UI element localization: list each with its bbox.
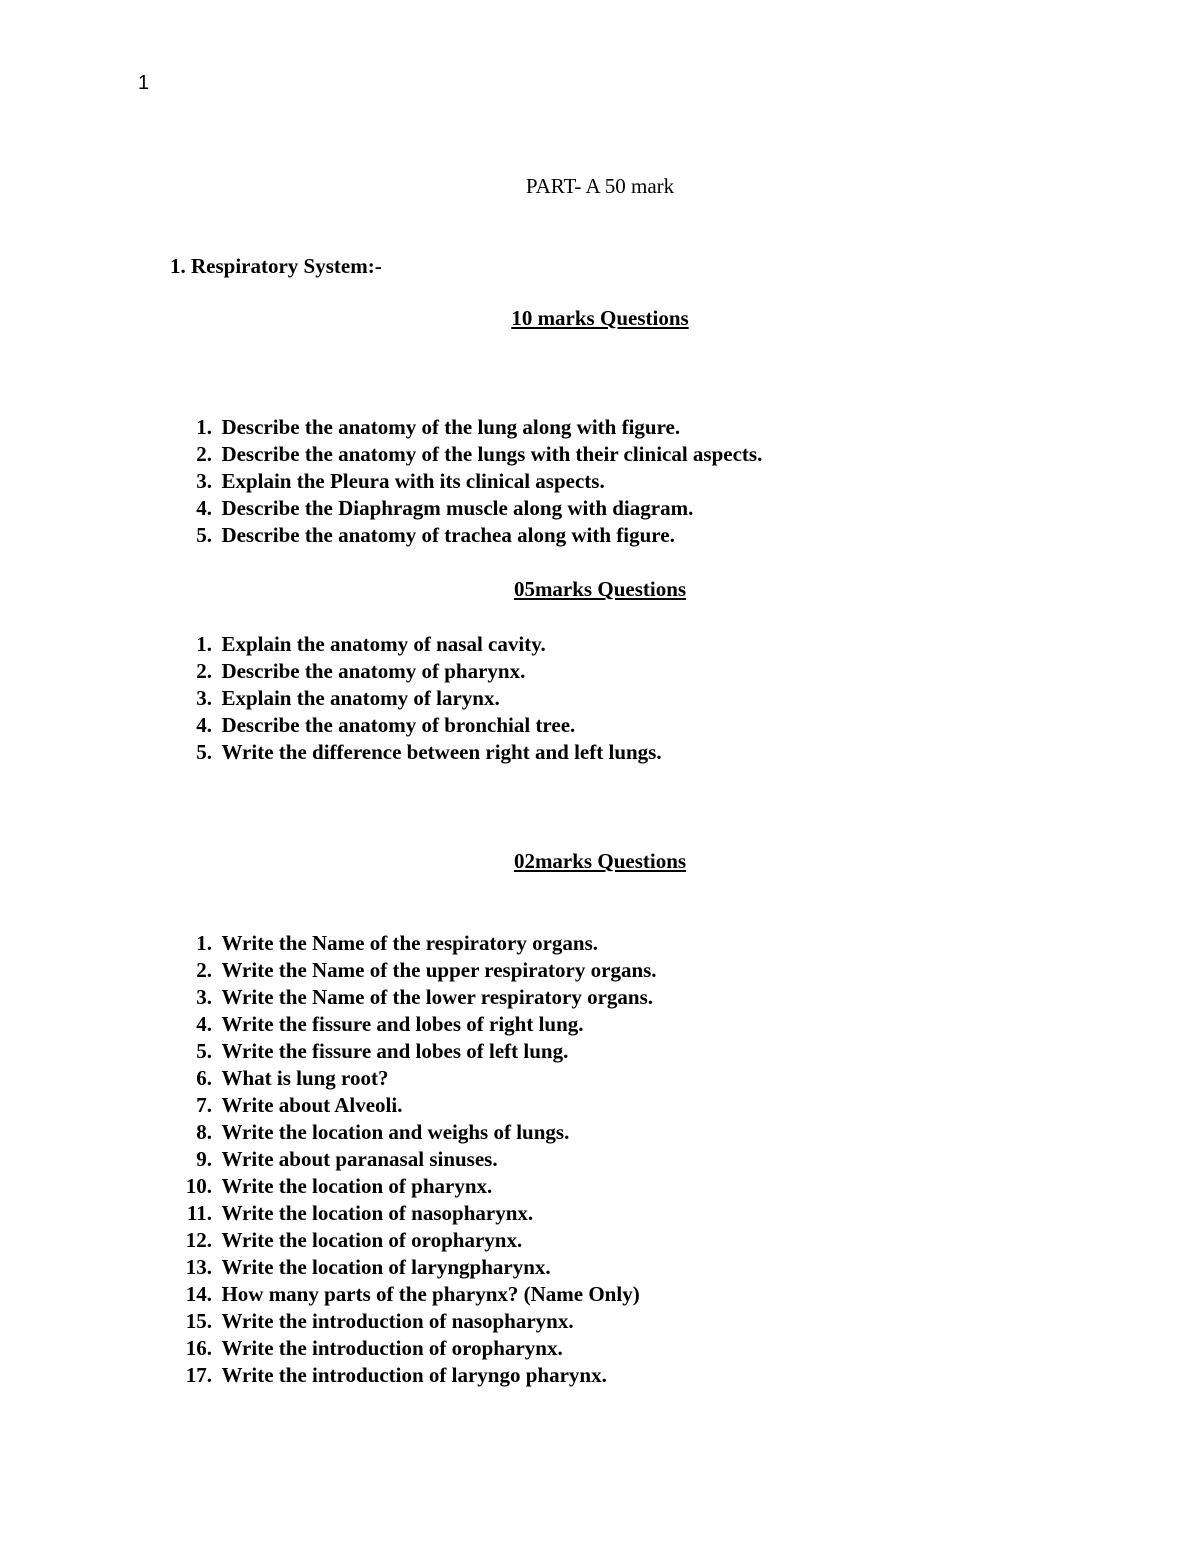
list-item (170, 1254, 657, 1281)
list-item (170, 984, 657, 1011)
question-list-02-marks (170, 930, 657, 1389)
question-text: Write the fissure and lobes of right lung. (221, 1012, 584, 1036)
question-number: 1. (196, 931, 212, 955)
question-text: Explain the Pleura with its clinical aspects. (221, 469, 605, 493)
question-text: Explain the anatomy of nasal cavity. (221, 632, 546, 656)
question-number: 16. (185, 1336, 212, 1360)
question-text: Write the location and weighs of lungs. (221, 1120, 570, 1144)
question-list-10-marks (170, 414, 762, 549)
page-number: 1 (138, 72, 150, 94)
question-number: 1. (196, 632, 212, 656)
question-text: Write the location of nasopharynx. (221, 1201, 534, 1225)
question-text: Describe the anatomy of the lungs with their clinical aspects. (221, 442, 763, 466)
list-item (170, 930, 657, 957)
list-item (170, 1065, 657, 1092)
question-number: 2. (196, 442, 212, 466)
list-item (170, 712, 662, 739)
question-text: Write the location of oropharynx. (221, 1228, 523, 1252)
question-list-05-marks (170, 631, 662, 766)
list-item (170, 1119, 657, 1146)
question-text: Write the introduction of oropharynx. (221, 1336, 563, 1360)
list-item (170, 631, 662, 658)
heading-10-marks: 10 marks Questions (511, 306, 689, 330)
question-text: Describe the anatomy of trachea along with figure. (221, 523, 675, 547)
question-number: 10. (185, 1174, 212, 1198)
question-text: Write the location of pharynx. (221, 1174, 493, 1198)
question-text: Write the fissure and lobes of left lung. (221, 1039, 569, 1063)
question-number: 5. (196, 1039, 212, 1063)
list-item (170, 1146, 657, 1173)
list-item (170, 495, 762, 522)
question-number: 9. (196, 1147, 212, 1171)
question-text: Describe the anatomy of bronchial tree. (221, 713, 576, 737)
question-number: 12. (185, 1228, 212, 1252)
question-number: 15. (185, 1309, 212, 1333)
question-number: 5. (196, 740, 212, 764)
list-item (170, 1308, 657, 1335)
list-item (170, 658, 662, 685)
question-text: Write the difference between right and left lungs. (221, 740, 662, 764)
question-number: 4. (196, 496, 212, 520)
section-title: 1. Respiratory System:- (170, 254, 382, 278)
question-number: 8. (196, 1120, 212, 1144)
list-item (170, 1281, 657, 1308)
list-item (170, 441, 762, 468)
question-number: 11. (186, 1201, 212, 1225)
list-item (170, 1092, 657, 1119)
question-number: 3. (196, 985, 212, 1009)
question-text: Write about Alveoli. (221, 1093, 403, 1117)
list-item (170, 1227, 657, 1254)
list-item (170, 1173, 657, 1200)
question-text: Describe the anatomy of the lung along with figure. (221, 415, 681, 439)
question-text: Write the introduction of nasopharynx. (221, 1309, 574, 1333)
question-number: 3. (196, 469, 212, 493)
question-text: Write the Name of the upper respiratory organs. (221, 958, 657, 982)
question-text: How many parts of the pharynx? (Name Only) (221, 1282, 640, 1306)
list-item (170, 1200, 657, 1227)
list-item (170, 1362, 657, 1389)
question-number: 2. (196, 659, 212, 683)
list-item (170, 1038, 657, 1065)
question-text: What is lung root? (221, 1066, 389, 1090)
question-text: Write the Name of the lower respiratory organs. (221, 985, 654, 1009)
question-number: 4. (196, 713, 212, 737)
question-text: Describe the Diaphragm muscle along with diagram. (221, 496, 694, 520)
question-text: Write the location of laryngpharynx. (221, 1255, 551, 1279)
question-number: 14. (185, 1282, 212, 1306)
question-text: Describe the anatomy of pharynx. (221, 659, 526, 683)
part-title: PART- A 50 mark (525, 174, 675, 198)
list-item (170, 739, 662, 766)
question-number: 3. (196, 686, 212, 710)
heading-02-marks: 02marks Questions (513, 849, 687, 873)
list-item (170, 522, 762, 549)
list-item (170, 1335, 657, 1362)
list-item (170, 1011, 657, 1038)
list-item (170, 685, 662, 712)
list-item (170, 414, 762, 441)
question-text: Write the Name of the respiratory organs. (221, 931, 598, 955)
question-number: 17. (185, 1363, 212, 1387)
question-number: 5. (196, 523, 212, 547)
question-text: Write the introduction of laryngo pharynx. (221, 1363, 607, 1387)
list-item (170, 957, 657, 984)
question-text: Write about paranasal sinuses. (221, 1147, 498, 1171)
question-number: 13. (185, 1255, 212, 1279)
question-number: 2. (196, 958, 212, 982)
question-number: 7. (196, 1093, 212, 1117)
question-number: 6. (196, 1066, 212, 1090)
question-text: Explain the anatomy of larynx. (221, 686, 500, 710)
question-number: 4. (196, 1012, 212, 1036)
heading-05-marks: 05marks Questions (513, 577, 687, 601)
question-number: 1. (196, 415, 212, 439)
list-item (170, 468, 762, 495)
